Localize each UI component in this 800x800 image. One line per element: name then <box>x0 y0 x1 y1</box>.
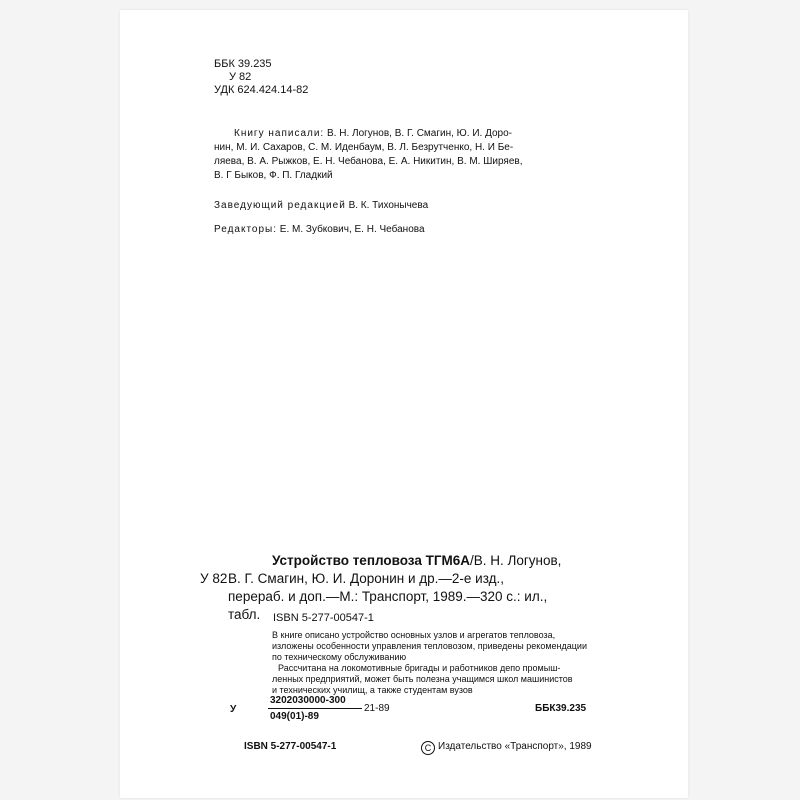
bib-line-4: табл. <box>228 607 261 622</box>
bib-line-1 <box>272 552 561 570</box>
abstract-line-5: ленных предприятий, может быть полезна учащимся школ машинистов <box>272 674 573 684</box>
head-of-editorial-label: Заведующий редакцией <box>214 200 346 211</box>
footer-isbn: ISBN 5-277-00547-1 <box>244 741 337 752</box>
bib-line-2: В. Г. Смагин, Ю. И. Доронин и др.—2-е изд., <box>228 571 504 586</box>
authors-line-2: нин, М. И. Сахаров, С. М. Иденбаум, В. Л. Безрутченко, Н. И Бе- <box>214 142 514 153</box>
bib-author: /В. Н. Логунов, <box>470 553 562 568</box>
authors-line-1 <box>234 128 512 140</box>
footer-publisher: Издательство «Транспорт», 1989 <box>438 741 592 752</box>
authors-label: Книгу написали: <box>234 128 325 139</box>
formula-fraction-line <box>268 708 362 709</box>
editors-label: Редакторы: <box>214 224 278 235</box>
udk-code: УДК 624.424.14-82 <box>214 84 309 96</box>
editors-names: Е. М. Зубкович, Е. Н. Чебанова <box>279 224 425 235</box>
bib-line-3: перераб. и доп.—М.: Транспорт, 1989.—320 с.: ил., <box>228 589 548 604</box>
bbk-code: ББК 39.235 <box>214 58 272 70</box>
abstract-line-1: В книге описано устройство основных узлов и агрегатов тепловоза, <box>272 630 556 640</box>
book-page <box>120 10 688 798</box>
head-of-editorial-name: В. К. Тихонычева <box>348 200 429 211</box>
book-title: Устройство тепловоза ТГМ6А <box>272 553 470 568</box>
bib-isbn: ISBN 5-277-00547-1 <box>273 612 374 624</box>
editors-line <box>214 224 425 236</box>
formula-suffix: 21-89 <box>364 703 390 714</box>
authors-line-4: В. Г Быков, Ф. П. Гладкий <box>214 170 333 181</box>
authors-names-1: В. Н. Логунов, В. Г. Смагин, Ю. И. Доро- <box>327 128 512 139</box>
author-mark-code: У 82 <box>229 71 252 83</box>
head-of-editorial-line <box>214 200 428 212</box>
abstract-line-6: и технических училищ, а также студентам вузов <box>272 685 473 695</box>
bib-code: У 82 <box>200 571 228 586</box>
formula-letter: У <box>230 704 237 715</box>
formula-numerator: 3202030000-300 <box>270 695 346 706</box>
formula-bbk: ББК39.235 <box>535 703 587 714</box>
abstract-line-2: изложены особенности управления тепловозом, приведены рекомендации <box>272 641 587 651</box>
abstract-line-4: Рассчитана на локомотивные бригады и работников депо промыш- <box>278 663 561 673</box>
copyright-icon: C <box>421 741 435 755</box>
authors-line-3: ляева, В. А. Рыжков, Е. Н. Чебанова, Е. А. Никитин, В. М. Ширяев, <box>214 156 523 167</box>
abstract-line-3: по техническому обслуживанию <box>272 652 407 662</box>
formula-denominator: 049(01)-89 <box>270 711 319 722</box>
